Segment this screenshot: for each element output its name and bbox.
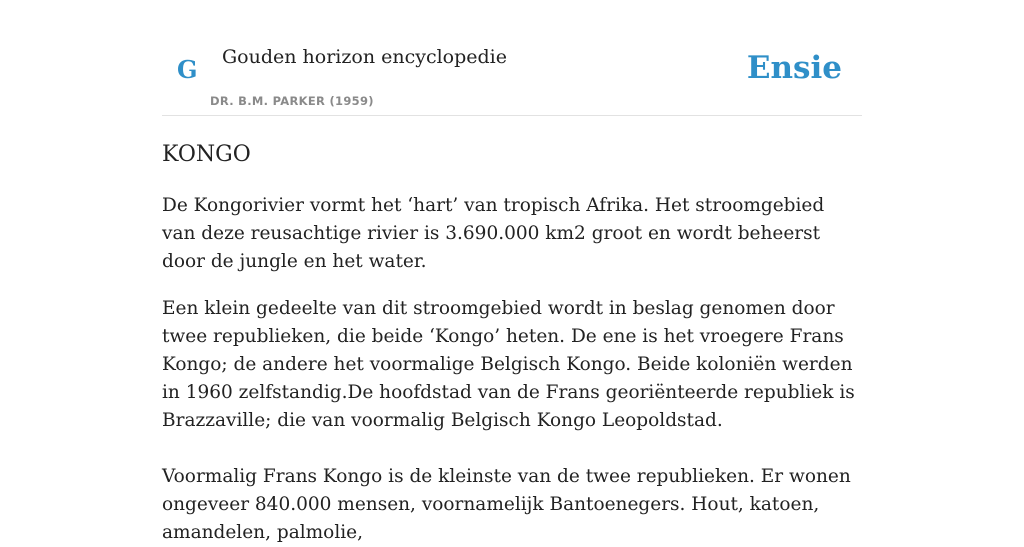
book-author: DR. B.M. PARKER (1959) bbox=[210, 94, 374, 108]
entry-paragraph: Voormalig Frans Kongo is de kleinste van de twee republieken. Er wonen ongeveer 840.000 mensen, voornamelijk Bantoenegers. Hout, katoen, amandelen, palmolie, bbox=[162, 466, 851, 543]
page bbox=[162, 0, 862, 547]
entry-title: KONGO bbox=[162, 142, 251, 167]
header bbox=[162, 0, 862, 116]
book-title[interactable]: Gouden horizon encyclopedie bbox=[222, 46, 507, 68]
brand-logo[interactable]: Ensie bbox=[746, 50, 842, 86]
entry-paragraph: Een klein gedeelte van dit stroomgebied wordt in beslag genomen door twee republieken, die beide ‘Kongo’ heten. De ene is het vroegere Frans Kongo; de andere het voormalige Belgisch Kongo. Beide koloniën werden in 1960 zelfstandig.De hoofdstad van de Frans georiënteerde republiek is Brazzaville; die van voormalig Belgisch Kongo Leopoldstad. bbox=[162, 298, 855, 431]
entry-paragraph: De Kongorivier vormt het ‘hart’ van tropisch Afrika. Het stroomgebied van deze reusachtige rivier is 3.690.000 km2 groot en wordt beheerst door de jungle en het water. bbox=[162, 195, 825, 272]
book-logo-icon[interactable]: G bbox=[177, 55, 198, 84]
